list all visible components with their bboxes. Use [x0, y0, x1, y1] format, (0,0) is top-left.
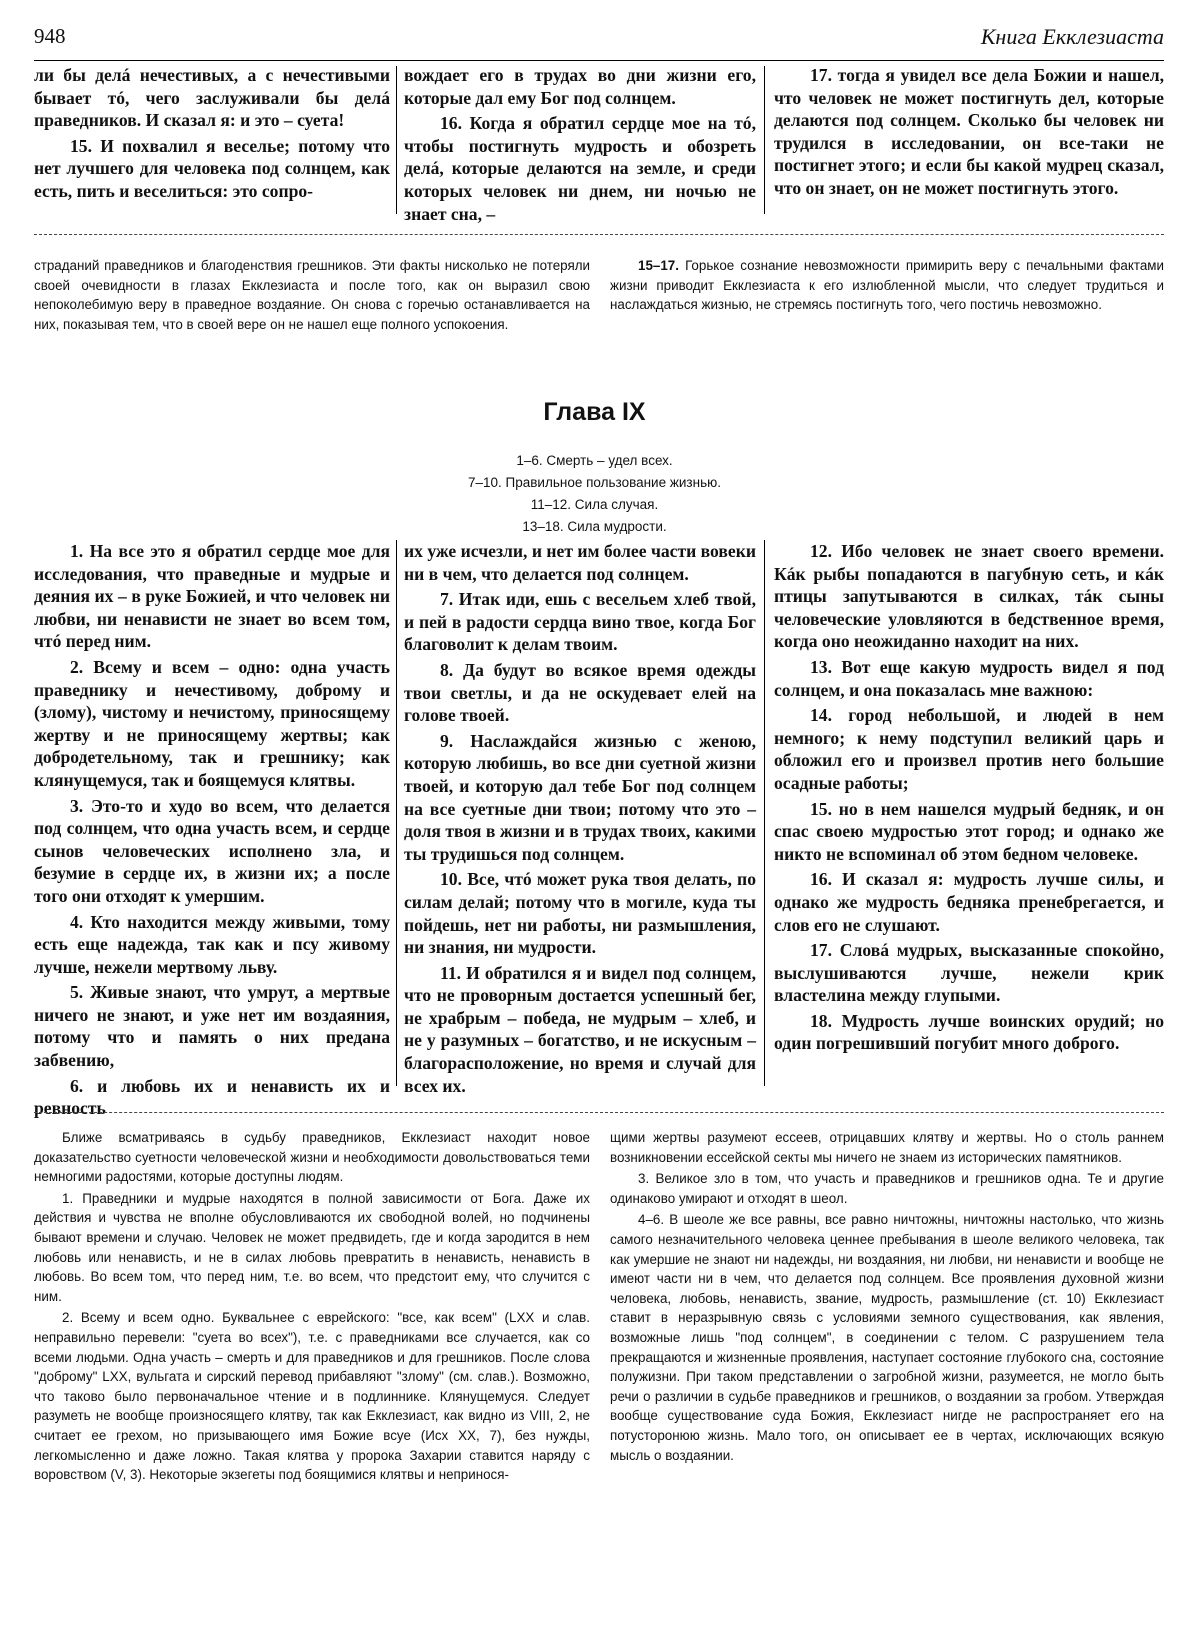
verse-text: 15. И похвалил я веселье; потому что нет лучшего для человека под солнцем, как есть, пить и веселиться: это сопро-: [34, 135, 390, 201]
top-commentary-left: [34, 256, 590, 336]
verse-text: 18. Мудрость лучше воинских орудий; но один погрешивший погубит много доброго.: [774, 1010, 1164, 1054]
contents-line: 7–10. Правильное пользование жизнью.: [468, 475, 721, 490]
contents-line: 11–12. Сила случая.: [530, 497, 659, 512]
commentary-text: Ближе всматриваясь в судьбу праведников, Екклезиаст находит новое доказательство суетности человеческой жизни и необходимости довольствоваться теми немногими радостями, которые доступны людям.: [34, 1130, 590, 1185]
commentary-text: 3. Великое зло в том, что участь и праведников и грешников одна. Те и другие одинаково умирают и отходят в шеол.: [610, 1171, 1164, 1206]
column-divider: [764, 66, 765, 214]
commentary-text: страданий праведников и благоденствия грешников. Эти факты нисколько не потеряли своей очевидности в глазах Екклезиаста и после того, как он выразил свою непоколебимую веру в праведное воздаяние. Он снова с горечью останавливается на них, показывая тем, что в своей вере он не нашел еще полного успокоения.: [34, 258, 590, 332]
verse-text: 2. Всему и всем – одно: одна участь праведнику и нечестивому, доброму и (злому), чистому и нечистому, приносящему жертву и не приносящему жертвы; как добродетельному, так и грешнику; как клянущемуся, так и боящемуся клятвы.: [34, 656, 390, 790]
verse-text: 3. Это-то и худо во всем, что делается под солнцем, что одна участь всем, и сердце сынов человеческих исполнено зла, и безумие в сердце их, в жизни их; а после того они отходят к умершим.: [34, 795, 390, 906]
commentary-verse-number: 15–17.: [638, 258, 679, 273]
commentary-divider: [34, 1112, 1164, 1113]
bottom-commentary-right: [610, 1128, 1164, 1467]
bottom-commentary-left: [34, 1128, 590, 1487]
verse-text: 10. Все, чтó может рука твоя делать, по силам делай; потому что в могиле, куда ты пойдешь, нет ни работы, ни размышления, ни знания, ни мудрости.: [404, 869, 756, 958]
commentary-text: щими жертвы разумеют ессеев, отрицавших клятву и жертвы. Но о столь раннем возникновении ессейской секты мы ничего не знаем из исторических памятников.: [610, 1130, 1164, 1165]
verse-text: 7. Итак иди, ешь с весельем хлеб твой, и пей в радости сердца вино твое, когда Бог благоволит к делам твоим.: [404, 589, 756, 655]
page-header: [34, 18, 1164, 58]
verse-text: 16. Когда я обратил сердце мое на тó, чтобы постигнуть мудрость и обозреть делá, которые делаются на земле, и среди которых человек ни днем, ни ночью не знает сна, –: [404, 113, 756, 224]
verse-text: 1. На все это я обратил сердце мое для исследования, что праведные и мудрые и деяния их – в руке Божией, и что человек ни любви, ни ненависти не знает во всем том, чтó перед ним.: [34, 541, 390, 652]
commentary-text: 1. Праведники и мудрые находятся в полной зависимости от Бога. Даже их действия и чувства не вполне обусловливаются их свободной волей, но подчинены бывают времени и случаю. Человек не может предвидеть, где и когда зародится в нем любовь или ненависть, и не в силах любовь превратить в ненависть, ненависть в любовь. Во всем том, что перед ним, т.е. во всем, что предстоит ему, что случится с ним.: [34, 1190, 590, 1304]
verse-text: 15. но в нем нашелся мудрый бедняк, и он спас своею мудростью этот город; и однако же никто не вспоминал об этом бедном человеке.: [774, 798, 1164, 864]
page-number: 948: [34, 24, 66, 48]
verse-text: вождает его в трудах во дни жизни его, которые дал ему Бог под солнцем.: [404, 65, 756, 108]
commentary-divider: [34, 234, 1164, 235]
chapter-contents: [0, 450, 1189, 538]
commentary-text: 4–6. В шеоле же все равны, все равно ничтожны, ничтожны настолько, что жизнь самого незначительного человека ценнее пребывания в шеоле великого человека, так как умершие не знают ни надежды, ни воздаяния, ни любви, ни ненависти и вообще не имеют части ни в чем, что делается под солнцем. Все проявления духовной жизни человека, любовь, ненависть, звание, мудрость, размышление (ст. 10) Екклезиаст ставит в неразрывную связь с условиями земного существования, как явления, возможные лишь "под солнцем", в соединении с телом. С разрушением тела прекращаются и жизненные проявления, наступает состояние глубокого сна, состояние полужизни. При таком представлении о загробной жизни, разумеется, не могло быть речи о различии в судьбе праведников и грешников, о воздаянии за гробом. Утверждая вообще существование суда Божия, Екклезиаст нигде не распространяет его на потусторонюю жизнь. Мало того, он описывает ее в чертах, исключающих всякую мысль о воздаянии.: [610, 1212, 1164, 1463]
top-verse-column-2: [404, 64, 756, 228]
chapter-title: Глава IX: [543, 398, 646, 426]
main-verse-column-1: [34, 540, 390, 1123]
verse-text: ли бы делá нечестивых, а с нечестивыми бывает тó, чего заслуживали бы делá праведников. И сказал я: и это – суета!: [34, 65, 390, 131]
main-verse-column-3: [774, 540, 1164, 1058]
verse-text: 13. Вот еще какую мудрость видел я под солнцем, и она показалась мне важною:: [774, 656, 1164, 700]
verse-text: 17. Словá мудрых, высказанные спокойно, выслушиваются лучше, нежели крик властелина между глупыми.: [774, 940, 1164, 1006]
verse-text: их уже исчезли, и нет им более части вовеки ни в чем, что делается под солнцем.: [404, 541, 756, 584]
top-verse-column-1: [34, 64, 390, 206]
verse-text: 14. город небольшой, и людей в нем немного; к нему подступил великий царь и обложил его и произвел против него большие осадные работы;: [774, 705, 1164, 793]
verse-text: 12. Ибо человек не знает своего времени. Кáк рыбы попадаются в пагубную сеть, и кáк птицы запутываются в силках, тáк сыны человеческие уловляются в бедственное время, когда оно неожиданно находит на них.: [774, 541, 1164, 652]
verse-text: 5. Живые знают, что умрут, а мертвые ничего не знают, и уже нет им воздаяния, потому что и память о них предана забвению,: [34, 982, 390, 1071]
contents-line: 1–6. Смерть – удел всех.: [516, 453, 673, 468]
verse-text: 4. Кто находится между живыми, тому есть еще надежда, так как и псу живому лучше, нежели мертвому льву.: [34, 911, 390, 977]
contents-line: 13–18. Сила мудрости.: [522, 519, 667, 534]
commentary-text: 2. Всему и всем одно. Буквальнее с еврейского: "все, как всем" (LXX и слав. неправильно перевели: "суета во всех"), т.е. с праведниками все случается, как со всеми людьми. Одна участь – смерть и для праведников и для грешников. После слова "доброму" LXX, вульгата и сирский перевод прибавляют "злому" (см. слав.). Возможно, что таково было первоначальное чтение и в подлиннике. Клянущемуся. Следует разуметь не вообще произносящего клятву, так как Екклезиаст, как видно из VIII, 2, не считает ее грехом, но призывающего имя Божие всуе (Исх XX, 7), без нужды, легкомысленно и даже ложно. Такая клятва у пророка Захарии ставится наряду с воровством (V, 3). Некоторые экзегеты под боящимися клятвы и непринося-: [34, 1310, 590, 1483]
column-divider: [396, 540, 397, 1086]
top-verse-column-3: [774, 64, 1164, 203]
verse-text: 8. Да будут во всякое время одежды твои светлы, и да не оскудевает елей на голове твоей.: [404, 659, 756, 726]
verse-text: 16. И сказал я: мудрость лучше силы, и однако же мудрость бедняка пренебрегается, и слов его не слушают.: [774, 869, 1164, 935]
running-title: Книга Екклезиаста: [980, 24, 1164, 49]
top-commentary-right: [610, 256, 1164, 317]
header-rule: [34, 60, 1164, 61]
verse-text: 17. тогда я увидел все дела Божии и нашел, что человек не может постигнуть дел, которые делаются под солнцем. Сколько бы человек ни трудился в исследовании, он все-таки не постигнет этого; и если бы какой мудрец сказал, что он знает, он не может постигнуть этого.: [774, 65, 1164, 198]
main-verse-column-2: [404, 540, 756, 1100]
verse-text: 11. И обратился я и видел под солнцем, что не проворным достается успешный бег, не храбрым – победа, не мудрым – хлеб, и не у разумных – богатство, и не искусным – благорасположение, но время и случай для всех их.: [404, 962, 756, 1096]
verse-text: 6. и любовь их и ненависть их и ревность: [34, 1075, 390, 1119]
verse-text: 9. Наслаждайся жизнью с женою, которую любишь, во все дни суетной жизни твоей, и которую дал тебе Бог под солнцем на все суетные дни твои; потому что это – доля твоя в жизни и в трудах твоих, какими ты трудишься под солнцем.: [404, 730, 756, 864]
column-divider: [764, 540, 765, 1086]
column-divider: [396, 66, 397, 214]
commentary-text: Горькое сознание невозможности примирить веру с печальными фактами жизни приводит Екклезиаста к его излюбленной мысли, что следует трудиться и наслаждаться жизнью, не стремясь постигнуть того, чего постичь невозможно.: [610, 258, 1164, 313]
